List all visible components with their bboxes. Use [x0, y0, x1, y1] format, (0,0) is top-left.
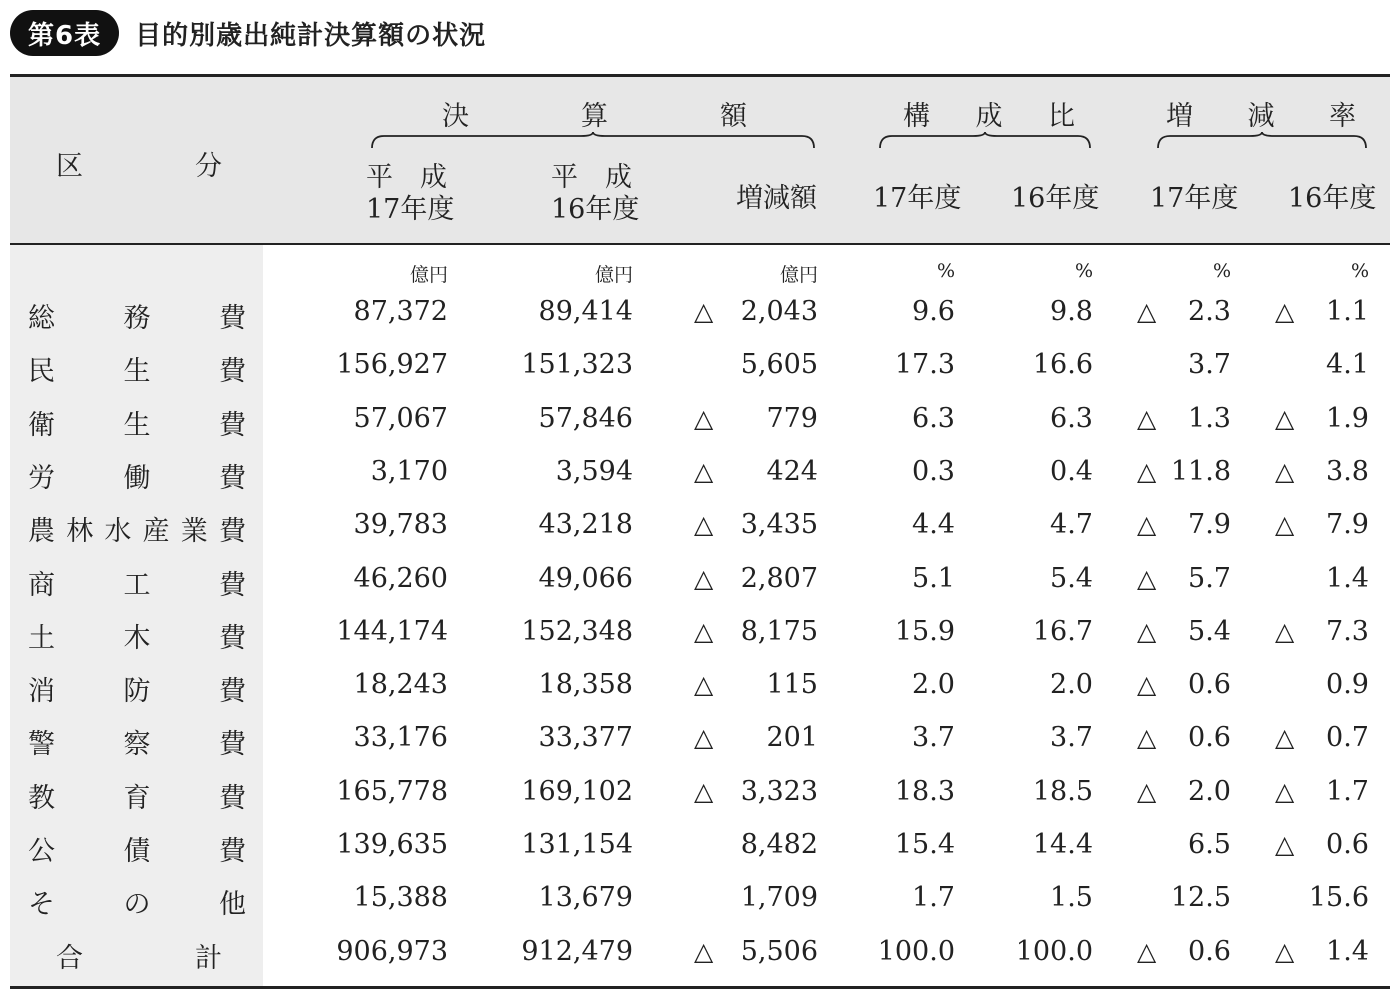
- negative-marker-icon: △: [694, 564, 714, 593]
- cell-h17: 906,973: [336, 936, 448, 967]
- unit-h17: 億円: [409, 264, 448, 286]
- cell-h17: 139,635: [336, 829, 448, 860]
- cell-z17: 3.7: [1188, 349, 1231, 380]
- header-col-zogen-17: 17年度: [1150, 183, 1239, 214]
- cell-z16: 1.7: [1326, 776, 1369, 807]
- row-label: 教 育 費: [28, 783, 246, 814]
- cell-h17: 3,170: [370, 456, 448, 487]
- negative-marker-icon: △: [1275, 297, 1295, 326]
- cell-diff: 2,807: [740, 563, 818, 594]
- cell-k17: 1.7: [912, 882, 955, 913]
- cell-h16: 57,846: [538, 403, 633, 434]
- negative-marker-icon: △: [1275, 777, 1295, 806]
- negative-marker-icon: △: [694, 777, 714, 806]
- cell-k16: 18.5: [1032, 776, 1093, 807]
- negative-marker-icon: △: [1275, 937, 1295, 966]
- row-label: 公 債 費: [28, 836, 246, 867]
- cell-k17: 15.4: [894, 829, 955, 860]
- cell-z17: 0.6: [1188, 722, 1231, 753]
- brace-zogen: [1156, 132, 1368, 150]
- cell-k16: 6.3: [1050, 403, 1093, 434]
- row-label: 総 務 費: [28, 303, 246, 334]
- cell-k17: 4.4: [912, 509, 955, 540]
- table-number-badge: 第6表: [10, 10, 119, 56]
- cell-h17: 165,778: [336, 776, 448, 807]
- cell-k17: 100.0: [877, 936, 955, 967]
- header-category: 区 分: [56, 151, 222, 182]
- cell-z16: 7.9: [1326, 509, 1369, 540]
- cell-h17: 33,176: [353, 722, 448, 753]
- negative-marker-icon: △: [694, 510, 714, 539]
- cell-h16: 33,377: [538, 722, 633, 753]
- negative-marker-icon: △: [694, 457, 714, 486]
- cell-k17: 0.3: [912, 456, 955, 487]
- cell-z17: 2.3: [1188, 296, 1231, 327]
- header-col-h17: 平 成 17年度: [366, 162, 455, 225]
- cell-h17: 39,783: [353, 509, 448, 540]
- cell-diff: 8,175: [740, 616, 818, 647]
- negative-marker-icon: △: [1275, 830, 1295, 859]
- row-label: 衛 生 費: [28, 410, 246, 441]
- cell-k16: 16.6: [1032, 349, 1093, 380]
- cell-k16: 100.0: [1015, 936, 1093, 967]
- cell-k17: 15.9: [894, 616, 955, 647]
- negative-marker-icon: △: [694, 723, 714, 752]
- negative-marker-icon: △: [1137, 937, 1157, 966]
- cell-k16: 0.4: [1050, 456, 1093, 487]
- negative-marker-icon: △: [694, 937, 714, 966]
- cell-z17: 5.7: [1188, 563, 1231, 594]
- cell-k17: 17.3: [894, 349, 955, 380]
- cell-h16: 131,154: [521, 829, 633, 860]
- cell-h16: 89,414: [538, 296, 633, 327]
- header-group-kosei: 構 成 比: [903, 101, 1075, 132]
- negative-marker-icon: △: [1137, 723, 1157, 752]
- cell-z16: 3.8: [1326, 456, 1369, 487]
- cell-h17: 87,372: [353, 296, 448, 327]
- cell-h17: 46,260: [353, 563, 448, 594]
- header-group-kessan: 決 算 額: [442, 101, 747, 132]
- cell-z16: 1.4: [1326, 936, 1369, 967]
- bottom-rule: [10, 986, 1390, 989]
- cell-z16: 7.3: [1326, 616, 1369, 647]
- negative-marker-icon: △: [1137, 510, 1157, 539]
- cell-z17: 0.6: [1188, 936, 1231, 967]
- cell-z16: 15.6: [1308, 882, 1369, 913]
- row-label: そ の 他: [28, 889, 246, 920]
- negative-marker-icon: △: [1275, 723, 1295, 752]
- cell-k16: 16.7: [1032, 616, 1093, 647]
- cell-diff: 115: [766, 669, 818, 700]
- negative-marker-icon: △: [1137, 297, 1157, 326]
- cell-h16: 49,066: [538, 563, 633, 594]
- row-label: 消 防 費: [28, 676, 246, 707]
- negative-marker-icon: △: [1275, 617, 1295, 646]
- header-col-h16: 平 成 16年度: [551, 162, 640, 225]
- header-col-kosei-16: 16年度: [1011, 183, 1100, 214]
- row-label: 合 計: [56, 943, 222, 974]
- negative-marker-icon: △: [1137, 777, 1157, 806]
- brace-kosei: [878, 132, 1092, 150]
- cell-z16: 1.1: [1326, 296, 1369, 327]
- cell-k17: 5.1: [912, 563, 955, 594]
- cell-h16: 151,323: [521, 349, 633, 380]
- cell-k17: 9.6: [912, 296, 955, 327]
- cell-diff: 424: [766, 456, 818, 487]
- negative-marker-icon: △: [1137, 404, 1157, 433]
- unit-k17: %: [936, 260, 955, 282]
- cell-z16: 0.9: [1326, 669, 1369, 700]
- cell-z16: 1.9: [1326, 403, 1369, 434]
- cell-h16: 18,358: [538, 669, 633, 700]
- header-group-zogen: 増 減 率: [1166, 101, 1356, 132]
- header-col-diff: 増減額: [736, 183, 817, 214]
- cell-diff: 3,323: [740, 776, 818, 807]
- cell-h16: 912,479: [521, 936, 633, 967]
- cell-h16: 3,594: [555, 456, 633, 487]
- unit-h16: 億円: [594, 264, 633, 286]
- cell-z17: 0.6: [1188, 669, 1231, 700]
- cell-diff: 779: [766, 403, 818, 434]
- cell-diff: 201: [766, 722, 818, 753]
- cell-z16: 0.6: [1326, 829, 1369, 860]
- negative-marker-icon: △: [694, 617, 714, 646]
- cell-k16: 4.7: [1050, 509, 1093, 540]
- cell-z17: 11.8: [1170, 456, 1231, 487]
- unit-z17: %: [1212, 260, 1231, 282]
- cell-k16: 9.8: [1050, 296, 1093, 327]
- cell-h16: 169,102: [521, 776, 633, 807]
- cell-k16: 14.4: [1032, 829, 1093, 860]
- cell-k16: 3.7: [1050, 722, 1093, 753]
- header-col-kosei-17: 17年度: [873, 183, 962, 214]
- row-label: 商 工 費: [28, 570, 246, 601]
- negative-marker-icon: △: [1137, 564, 1157, 593]
- cell-k16: 2.0: [1050, 669, 1093, 700]
- cell-z16: 1.4: [1326, 563, 1369, 594]
- negative-marker-icon: △: [1137, 457, 1157, 486]
- negative-marker-icon: △: [694, 404, 714, 433]
- cell-diff: 5,605: [740, 349, 818, 380]
- cell-h17: 156,927: [336, 349, 448, 380]
- cell-k17: 6.3: [912, 403, 955, 434]
- negative-marker-icon: △: [1275, 404, 1295, 433]
- cell-k17: 3.7: [912, 722, 955, 753]
- cell-z17: 1.3: [1188, 403, 1231, 434]
- cell-diff: 1,709: [740, 882, 818, 913]
- cell-z16: 4.1: [1326, 349, 1369, 380]
- cell-diff: 3,435: [740, 509, 818, 540]
- cell-z16: 0.7: [1326, 722, 1369, 753]
- row-label: 土 木 費: [28, 623, 246, 654]
- row-label: 労 働 費: [28, 463, 246, 494]
- cell-h16: 43,218: [538, 509, 633, 540]
- negative-marker-icon: △: [1275, 457, 1295, 486]
- cell-diff: 2,043: [740, 296, 818, 327]
- cell-diff: 8,482: [740, 829, 818, 860]
- negative-marker-icon: △: [1137, 617, 1157, 646]
- row-label: 農 林 水 産 業 費: [28, 516, 246, 547]
- cell-k16: 1.5: [1050, 882, 1093, 913]
- cell-diff: 5,506: [740, 936, 818, 967]
- cell-h16: 152,348: [521, 616, 633, 647]
- negative-marker-icon: △: [1137, 670, 1157, 699]
- unit-z16: %: [1350, 260, 1369, 282]
- cell-z17: 5.4: [1188, 616, 1231, 647]
- brace-kessan: [370, 132, 816, 150]
- cell-h17: 144,174: [336, 616, 448, 647]
- cell-k17: 2.0: [912, 669, 955, 700]
- cell-h17: 57,067: [353, 403, 448, 434]
- cell-k17: 18.3: [894, 776, 955, 807]
- cell-z17: 12.5: [1170, 882, 1231, 913]
- cell-h17: 18,243: [353, 669, 448, 700]
- cell-z17: 7.9: [1188, 509, 1231, 540]
- cell-z17: 6.5: [1188, 829, 1231, 860]
- row-label: 警 察 費: [28, 729, 246, 760]
- row-label: 民 生 費: [28, 356, 246, 387]
- unit-diff: 億円: [779, 264, 818, 286]
- table-title-text: 目的別歳出純計決算額の状況: [135, 20, 487, 51]
- cell-h16: 13,679: [538, 882, 633, 913]
- table-title: [10, 10, 486, 56]
- header-col-zogen-16: 16年度: [1288, 183, 1377, 214]
- unit-k16: %: [1074, 260, 1093, 282]
- cell-h17: 15,388: [353, 882, 448, 913]
- negative-marker-icon: △: [694, 670, 714, 699]
- negative-marker-icon: △: [694, 297, 714, 326]
- negative-marker-icon: △: [1275, 510, 1295, 539]
- cell-k16: 5.4: [1050, 563, 1093, 594]
- cell-z17: 2.0: [1188, 776, 1231, 807]
